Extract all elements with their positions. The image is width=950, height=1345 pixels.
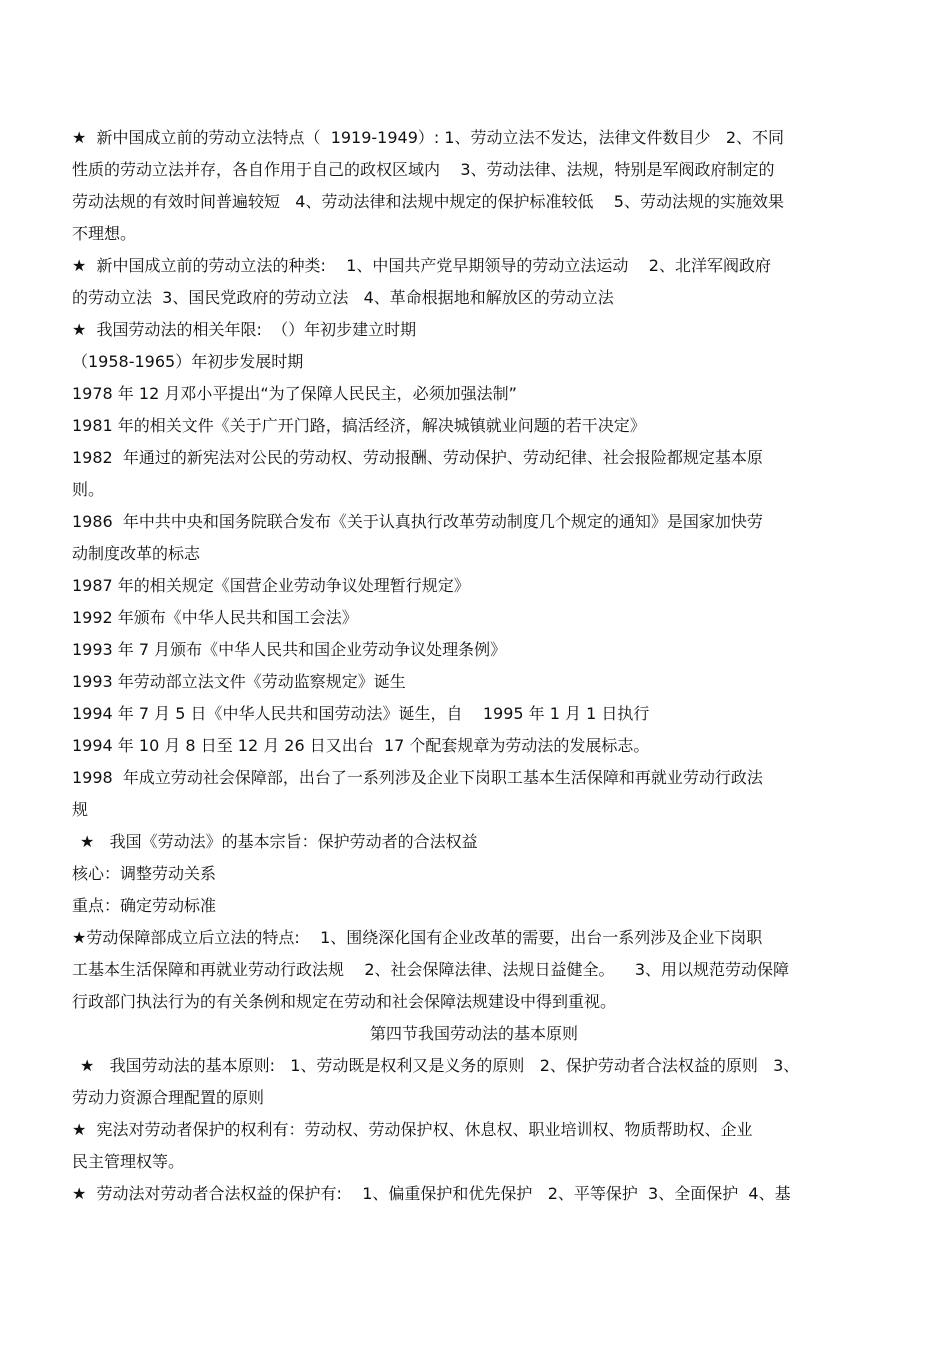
text-line: 规: [72, 800, 89, 819]
text-line: ★ 新中国成立前的劳动立法的种类: 1、中国共产党早期领导的劳动立法运动 2、北洋军阀政府: [72, 256, 771, 275]
text-line: 核心：调整劳动关系: [72, 864, 217, 883]
text-line: 工基本生活保障和再就业劳动行政法规 2、社会保障法律、法规日益健全。 3、用以规范劳动保障: [72, 960, 790, 979]
text-line: 1986 年中共中央和国务院联合发布《关于认真执行改革劳动制度几个规定的通知》是国家加快劳: [72, 512, 763, 531]
text-line: （1958-1965）年初步发展时期: [72, 352, 304, 371]
text-line: 1982 年通过的新宪法对公民的劳动权、劳动报酬、劳动保护、劳动纪律、社会报险都规定基本原: [72, 448, 763, 467]
text-line: ★ 我国劳动法的相关年限: （）年初步建立时期: [72, 320, 417, 339]
text-line: ★ 新中国成立前的劳动立法特点（ 1919-1949）: 1、劳动立法不发达，法律文件数目少 2、不同: [72, 128, 784, 147]
text-line: 不理想。: [72, 224, 137, 243]
text-line: 1981 年的相关文件《关于广开门路，搞活经济，解决城镇就业问题的若干决定》: [72, 416, 646, 435]
text-line: ★ 我国《劳动法》的基本宗旨：保护劳动者的合法权益: [80, 832, 478, 851]
text-line: 的劳动立法 3、国民党政府的劳动立法 4、革命根据地和解放区的劳动立法: [72, 288, 614, 307]
document-body: [72, 122, 892, 1210]
text-line: 1992 年颁布《中华人民共和国工会法》: [72, 608, 358, 627]
text-line: 重点：确定劳动标准: [72, 896, 217, 915]
text-line: 1987 年的相关规定《国营企业劳动争议处理暂行规定》: [72, 576, 470, 595]
text-line: 1994 年 10 月 8 日至 12 月 26 日又出台 17 个配套规章为劳动法的发展标志。: [72, 736, 650, 755]
text-line: 劳动法规的有效时间普遍较短 4、劳动法律和法规中规定的保护标准较低 5、劳动法规的实施效果: [72, 192, 784, 211]
section-heading: 第四节我国劳动法的基本原则: [369, 1024, 578, 1043]
text-line: 1993 年 7 月颁布《中华人民共和国企业劳动争议处理条例》: [72, 640, 507, 659]
text-line: ★ 劳动法对劳动者合法权益的保护有: 1、偏重保护和优先保护 2、平等保护 3、全面保护 4、基: [72, 1184, 791, 1203]
text-line: 则。: [72, 480, 105, 499]
text-line: 民主管理权等。: [72, 1152, 185, 1171]
text-line: 1994 年 7 月 5 日《中华人民共和国劳动法》诞生，自 1995 年 1 月 1 日执行: [72, 704, 650, 723]
text-line: 行政部门执法行为的有关条例和规定在劳动和社会保障法规建设中得到重视。: [72, 992, 617, 1011]
text-line: 1998 年成立劳动社会保障部，出台了一系列涉及企业下岗职工基本生活保障和再就业劳动行政法: [72, 768, 763, 787]
text-line: 动制度改革的标志: [72, 544, 201, 563]
text-line: 1993 年劳动部立法文件《劳动监察规定》诞生: [72, 672, 406, 691]
text-line: ★劳动保障部成立后立法的特点: 1、围绕深化国有企业改革的需要，出台一系列涉及企业下岗职: [72, 928, 763, 947]
text-line: 1978 年 12 月邓小平提出“为了保障人民民主，必须加强法制”: [72, 384, 517, 403]
text-line: 劳动力资源合理配置的原则: [72, 1088, 265, 1107]
text-line: ★ 宪法对劳动者保护的权利有：劳动权、劳动保护权、休息权、职业培训权、物质帮助权、企业: [72, 1120, 753, 1139]
text-line: 性质的劳动立法并存，各自作用于自己的政权区域内 3、劳动法律、法规，特别是军阀政府制定的: [72, 160, 775, 179]
text-line: ★ 我国劳动法的基本原则: 1、劳动既是权利又是义务的原则 2、保护劳动者合法权益的原则 3、: [80, 1056, 800, 1075]
